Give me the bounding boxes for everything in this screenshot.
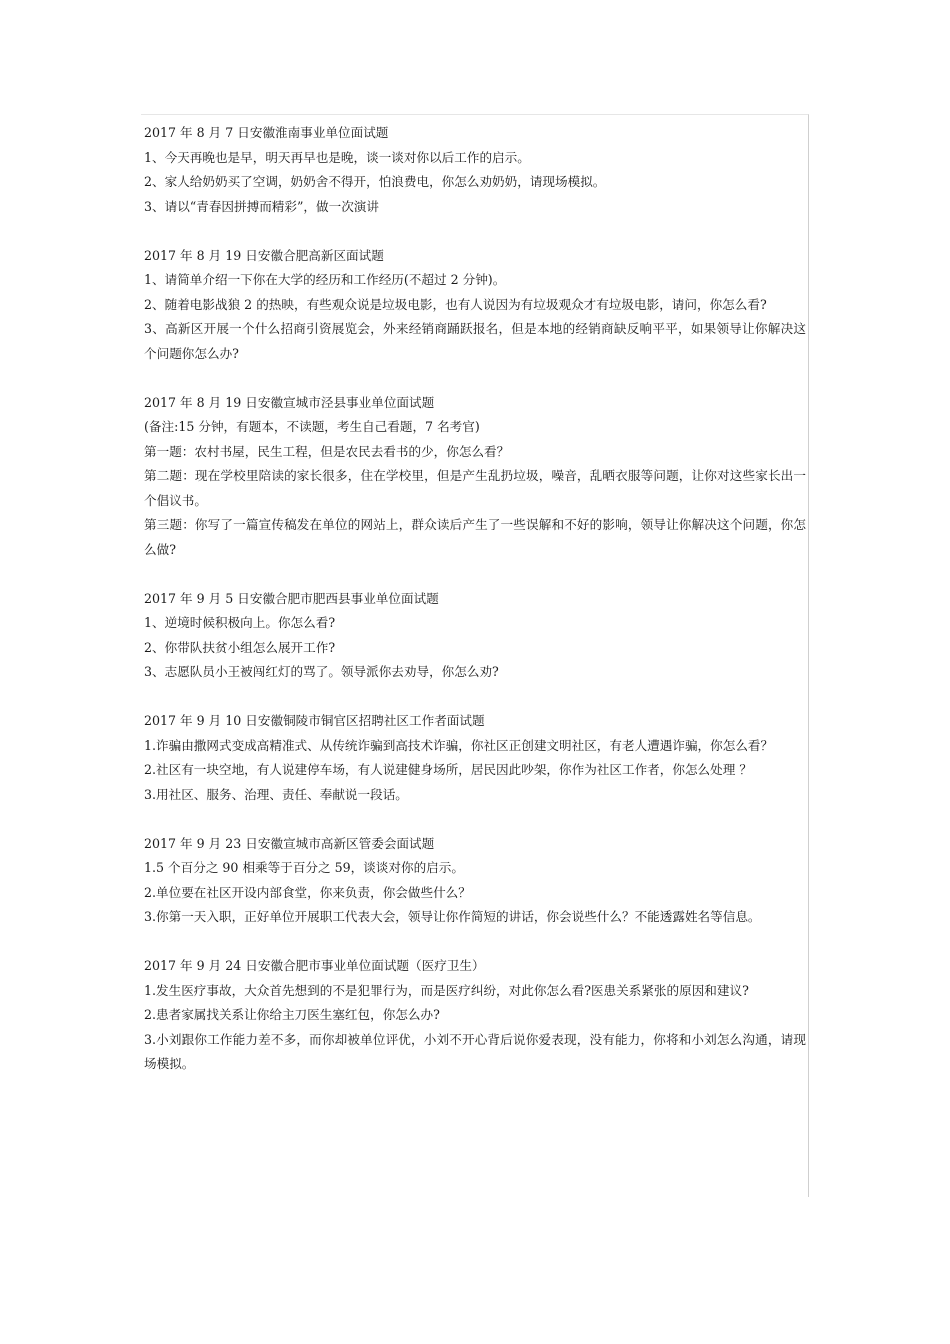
question-line: 2、家人给奶奶买了空调，奶奶舍不得开，怕浪费电，你怎么劝奶奶，请现场模拟。	[144, 174, 606, 189]
exam-section	[144, 832, 806, 930]
section-heading: 2017 年 9 月 10 日安徽铜陵市铜官区招聘社区工作者面试题	[144, 713, 485, 728]
question-line: 1、今天再晚也是早，明天再早也是晚，谈一谈对你以后工作的启示。	[144, 149, 530, 165]
question-line: 1.发生医疗事故，大众首先想到的不是犯罪行为，而是医疗纠纷，对此你怎么看?医患关系紧张的原因和建议?	[144, 982, 749, 998]
question-line: 3.用社区、服务、治理、责任、奉献说一段话。	[144, 786, 408, 802]
question-line: 1.5 个百分之 90 相乘等于百分之 59，谈谈对你的启示。	[144, 860, 464, 875]
question-line: 2.患者家属找关系让你给主刀医生塞红包，你怎么办?	[144, 1007, 440, 1022]
question-line: 2.单位要在社区开设内部食堂，你来负责，你会做些什么？	[144, 884, 471, 900]
section-heading: 2017 年 8 月 19 日安徽合肥高新区面试题	[144, 247, 384, 263]
exam-section	[144, 709, 806, 807]
section-heading: 2017 年 9 月 5 日安徽合肥市肥西县事业单位面试题	[144, 590, 439, 606]
section-heading: 2017 年 8 月 19 日安徽宣城市泾县事业单位面试题	[144, 394, 435, 410]
exam-section	[144, 587, 806, 685]
question-line: 第一题：农村书屋，民生工程，但是农民去看书的少，你怎么看？	[144, 443, 510, 459]
question-line: 1.诈骗由撒网式变成高精准式、从传统诈骗到高技术诈骗，你社区正创建文明社区，有老人遭遇诈骗，你怎么看？	[144, 737, 774, 753]
question-line: 3.你第一天入职，正好单位开展职工代表大会，领导让你作简短的讲话，你会说些什么？不能透露姓名等信息。	[144, 909, 761, 924]
exam-section	[144, 391, 806, 563]
exam-section	[144, 121, 806, 219]
document-page	[141, 114, 809, 1197]
section-note: (备注:15 分钟，有题本，不读题，考生自己看题，7 名考官)	[144, 419, 480, 434]
question-line: 3、请以“青春因拼搏而精彩”，做一次演讲	[144, 198, 379, 214]
exam-section	[144, 954, 806, 1077]
document-content	[141, 115, 808, 1077]
question-line: 3、志愿队员小王被闯红灯的骂了。领导派你去劝导，你怎么劝?	[144, 664, 499, 679]
question-line: 第三题：你写了一篇宣传稿发在单位的网站上，群众读后产生了一些误解和不好的影响，领导让你解决这个问题，你怎么做?	[144, 517, 806, 557]
question-line: 1、逆境时候积极向上。你怎么看?	[144, 615, 336, 630]
question-line: 第二题：现在学校里陪读的家长很多，住在学校里，但是产生乱扔垃圾，噪音，乱晒衣服等问题，让你对这些家长出一个倡议书。	[144, 468, 806, 508]
exam-section	[144, 244, 806, 367]
section-heading: 2017 年 9 月 24 日安徽合肥市事业单位面试题（医疗卫生）	[144, 958, 485, 973]
question-line: 1、请简单介绍一下你在大学的经历和工作经历(不超过 2 分钟)。	[144, 272, 506, 287]
question-line: 2、随着电影战狼 2 的热映，有些观众说是垃圾电影，也有人说因为有垃圾观众才有垃圾电影，请问，你怎么看?	[144, 296, 767, 312]
section-heading: 2017 年 8 月 7 日安徽淮南事业单位面试题	[144, 125, 389, 140]
question-line: 2.社区有一块空地，有人说建停车场，有人说建健身场所，居民因此吵架，你作为社区工作者，你怎么处理 ？	[144, 762, 752, 777]
section-heading: 2017 年 9 月 23 日安徽宣城市高新区管委会面试题	[144, 835, 435, 851]
question-line: 3、高新区开展一个什么招商引资展览会，外来经销商踊跃报名，但是本地的经销商缺反响平平，如果领导让你解决这个问题你怎么办?	[144, 321, 806, 361]
question-line: 3.小刘跟你工作能力差不多，而你却被单位评优，小刘不开心背后说你爱表现，没有能力，你将和小刘怎么沟通，请现场模拟。	[144, 1031, 806, 1071]
question-line: 2、你带队扶贫小组怎么展开工作?	[144, 639, 336, 655]
